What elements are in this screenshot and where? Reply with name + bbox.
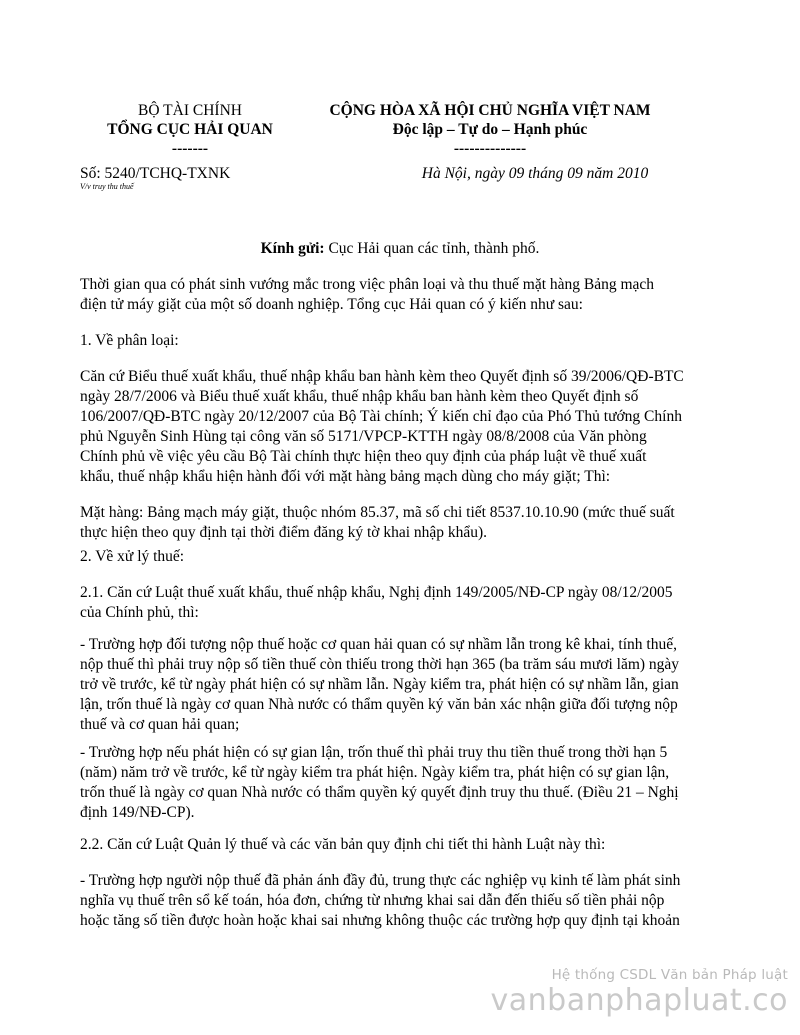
text-line: nộp thuế thì phải truy nộp số tiền thuế còn thiếu trong thời hạn 365 (ba trăm sáu mươi lăm) ngày bbox=[80, 656, 680, 673]
motto-divider: -------------- bbox=[453, 140, 527, 157]
text-line: hoặc tăng số tiền được hoàn hoặc khai sai nhưng không thuộc các trường hợp quy định tại khoản bbox=[80, 912, 680, 929]
text-line: Mặt hàng: Bảng mạch máy giặt, thuộc nhóm 85.37, mã số chi tiết 8537.10.10.90 (mức thuế suất bbox=[80, 504, 675, 521]
text-line: khẩu, thuế nhập khẩu hiện hành đối với mặt hàng bảng mạch dùng cho máy giặt; Thì: bbox=[80, 468, 611, 485]
text-line: 1. Về phân loại: bbox=[80, 332, 179, 349]
watermark-site: vanbanphapluat.co bbox=[490, 983, 788, 1018]
text-line: 2.2. Căn cứ Luật Quản lý thuế và các văn bản quy định chi tiết thi hành Luật này thì: bbox=[80, 836, 606, 853]
paragraph bbox=[80, 835, 722, 855]
paragraph bbox=[80, 871, 722, 931]
recipient-text: Cục Hải quan các tỉnh, thành phố. bbox=[324, 240, 540, 257]
issuer-divider: ------- bbox=[171, 140, 209, 157]
issuer-block bbox=[80, 101, 300, 158]
document-date: Hà Nội, ngày 09 tháng 09 năm 2010 bbox=[421, 165, 649, 182]
text-line: Chính phủ về việc yêu cầu Bộ Tài chính thực hiện theo quy định của pháp luật về thuế xuất bbox=[80, 448, 647, 465]
document-number: Số: 5240/TCHQ-TXNK bbox=[80, 165, 231, 182]
document-subject: V/v truy thu thuế bbox=[80, 182, 134, 191]
text-line: nghĩa vụ thuế trên sổ kế toán, hóa đơn, chứng từ nhưng khai sai dẫn đến thiếu số tiền phải nộp bbox=[80, 892, 665, 909]
department-name: TỔNG CỤC HẢI QUAN bbox=[107, 121, 273, 138]
paragraph bbox=[80, 583, 722, 623]
section-heading bbox=[80, 331, 722, 351]
section-heading bbox=[80, 547, 722, 567]
text-line: của Chính phủ, thì: bbox=[80, 604, 199, 621]
paragraph bbox=[80, 503, 722, 543]
text-line: - Trường hợp đối tượng nộp thuế hoặc cơ quan hải quan có sự nhầm lẫn trong kê khai, tính thuế, bbox=[80, 636, 677, 653]
watermark-caption: Hệ thống CSDL Văn bản Pháp luật bbox=[551, 967, 788, 983]
text-line: điện tử máy giặt của một số doanh nghiệp. Tổng cục Hải quan có ý kiến như sau: bbox=[80, 296, 583, 313]
text-line: - Trường hợp người nộp thuế đã phản ánh đầy đủ, trung thực các nghiệp vụ kinh tế làm phát sinh bbox=[80, 872, 681, 889]
text-line: phủ Nguyễn Sinh Hùng tại công văn số 5171/VPCP-KTTH ngày 08/8/2008 của Văn phòng bbox=[80, 428, 647, 445]
text-line: trốn thuế là ngày cơ quan Nhà nước có thẩm quyền ký quyết định truy thu thuế. (Điều 21 – Nghị bbox=[80, 784, 679, 801]
text-line: (năm) năm trở về trước, kể từ ngày kiểm tra phát hiện. Ngày kiểm tra, phát hiện có sự gian lận, bbox=[80, 764, 670, 781]
text-line: - Trường hợp nếu phát hiện có sự gian lận, trốn thuế thì phải truy thu tiền thuế trong thời hạn 5 bbox=[80, 744, 668, 761]
text-line: Căn cứ Biểu thuế xuất khẩu, thuế nhập khẩu ban hành kèm theo Quyết định số 39/2006/QĐ-BTC bbox=[80, 368, 684, 385]
text-line: 106/2007/QĐ-BTC ngày 20/12/2007 của Bộ Tài chính; Ý kiến chỉ đạo của Phó Thủ tướng Chính bbox=[80, 408, 682, 425]
text-line: định 149/NĐ-CP). bbox=[80, 804, 195, 821]
text-line: thuế và cơ quan hải quan; bbox=[80, 716, 240, 733]
text-line: thực hiện theo quy định tại thời điểm đăng ký tờ khai nhập khẩu). bbox=[80, 524, 488, 541]
paragraph bbox=[80, 743, 722, 823]
paragraph bbox=[80, 275, 722, 315]
paragraph bbox=[80, 635, 722, 735]
recipient-line bbox=[80, 239, 720, 258]
text-line: trở về trước, kể từ ngày phát hiện có sự nhầm lẫn. Ngày kiểm tra, phát hiện có sự nhầm lẫn, gian bbox=[80, 676, 679, 693]
text-line: 2. Về xử lý thuế: bbox=[80, 548, 185, 565]
motto: Độc lập – Tự do – Hạnh phúc bbox=[392, 121, 588, 138]
text-line: Thời gian qua có phát sinh vướng mắc trong việc phân loại và thu thuế mặt hàng Bảng mạch bbox=[80, 276, 655, 293]
recipient-label: Kính gửi: bbox=[260, 240, 325, 257]
text-line: 2.1. Căn cứ Luật thuế xuất khẩu, thuế nhập khẩu, Nghị định 149/2005/NĐ-CP ngày 08/12/2005 bbox=[80, 584, 673, 601]
national-motto-block bbox=[300, 101, 680, 158]
text-line: ngày 28/7/2006 và Biểu thuế xuất khẩu, thuế nhập khẩu ban hành kèm theo Quyết định số bbox=[80, 388, 639, 405]
country-name: CỘNG HÒA XÃ HỘI CHỦ NGHĨA VIỆT NAM bbox=[329, 102, 651, 119]
ministry-name: BỘ TÀI CHÍNH bbox=[138, 102, 242, 119]
paragraph bbox=[80, 367, 722, 487]
text-line: lận, trốn thuế là ngày cơ quan Nhà nước có thẩm quyền ký văn bản xác nhận giữa đối tượng nộp bbox=[80, 696, 678, 713]
